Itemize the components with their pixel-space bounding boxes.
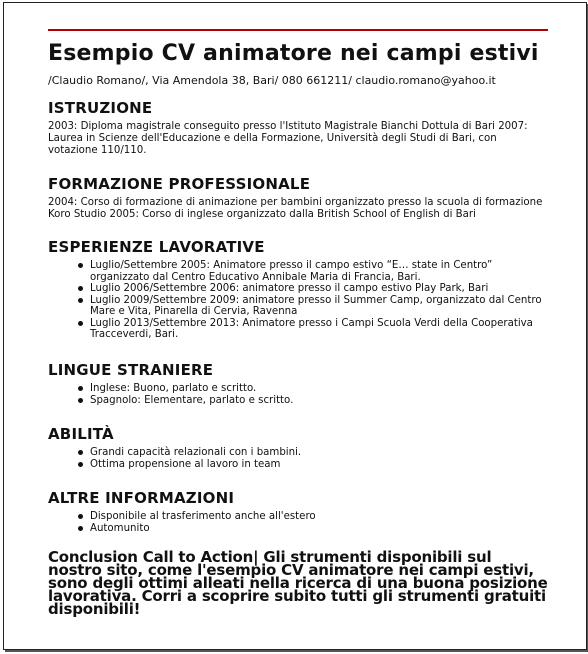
section-text: 2004: Corso di formazione di animazione per bambini organizzato presso la scuola di formazione Koro Studio 2005: Corso di inglese organizzato dalla British School of English di Bari bbox=[48, 197, 543, 220]
section-formazione bbox=[48, 175, 548, 221]
bullet-icon bbox=[78, 263, 83, 268]
list-item: Luglio/Settembre 2005: Animatore presso il campo estivo “E… state in Centro” organizzato dal Centro Educativo Annibale Maria di Francia, Bari. bbox=[78, 260, 548, 283]
other-info-list bbox=[48, 511, 548, 534]
contact-line: /Claudio Romano/, Via Amendola 38, Bari/ 080 661211/ claudio.romano@yahoo.it bbox=[48, 74, 496, 87]
languages-list bbox=[48, 383, 548, 406]
section-heading: ABILITÀ bbox=[48, 425, 114, 443]
bullet-icon bbox=[78, 526, 83, 531]
bullet-icon bbox=[78, 286, 83, 291]
section-text: 2003: Diploma magistrale conseguito presso l'Istituto Magistrale Bianchi Dottula di Bari 2007: Laurea in Scienze dell'Educazione e della Formazione, Università degli Studi di Bari, con votazione 110/110. bbox=[48, 121, 528, 156]
list-item: Luglio 2009/Settembre 2009: animatore presso il Summer Camp, organizzato dal Centro Mare e Vita, Pinarella di Cervia, Ravenna bbox=[78, 295, 548, 318]
list-item: Spagnolo: Elementare, parlato e scritto. bbox=[78, 395, 548, 407]
bullet-icon bbox=[78, 386, 83, 391]
section-abilita bbox=[48, 425, 548, 470]
list-item: Grandi capacità relazionali con i bambini. bbox=[78, 447, 548, 459]
skills-list bbox=[48, 447, 548, 470]
section-heading: LINGUE STRANIERE bbox=[48, 361, 214, 379]
section-heading: ESPERIENZE LAVORATIVE bbox=[48, 238, 265, 256]
conclusion-call-to-action: Conclusion Call to Action| Gli strumenti disponibili sul nostro sito, come l'esempio CV animatore nei campi estivi, sono degli ottimi alleati nella ricerca di una buona posizione lavorativa. Corri a scoprire subito tutti gli strumenti gratuiti disponibili! bbox=[48, 548, 548, 618]
header-divider bbox=[48, 29, 548, 31]
section-heading: FORMAZIONE PROFESSIONALE bbox=[48, 175, 311, 193]
bullet-icon bbox=[78, 462, 83, 467]
list-item: Ottima propensione al lavoro in team bbox=[78, 459, 548, 471]
list-item: Luglio 2006/Settembre 2006: animatore presso il campo estivo Play Park, Bari bbox=[78, 283, 548, 295]
bullet-icon bbox=[78, 398, 83, 403]
section-esperienze bbox=[48, 238, 548, 341]
section-heading: ALTRE INFORMAZIONI bbox=[48, 489, 235, 507]
bullet-icon bbox=[78, 321, 83, 326]
page-title: Esempio CV animatore nei campi estivi bbox=[48, 41, 539, 66]
cv-page bbox=[3, 2, 587, 650]
experience-list bbox=[48, 260, 548, 341]
bullet-icon bbox=[78, 514, 83, 519]
section-altre-informazioni bbox=[48, 489, 548, 534]
bullet-icon bbox=[78, 450, 83, 455]
list-item: Inglese: Buono, parlato e scritto. bbox=[78, 383, 548, 395]
section-heading: ISTRUZIONE bbox=[48, 99, 153, 117]
bullet-icon bbox=[78, 298, 83, 303]
list-item: Luglio 2013/Settembre 2013: Animatore presso i Campi Scuola Verdi della Cooperativa Tracceverdi, Bari. bbox=[78, 318, 548, 341]
section-istruzione bbox=[48, 99, 548, 157]
list-item: Automunito bbox=[78, 523, 548, 535]
section-lingue bbox=[48, 361, 548, 406]
list-item: Disponibile al trasferimento anche all'estero bbox=[78, 511, 548, 523]
